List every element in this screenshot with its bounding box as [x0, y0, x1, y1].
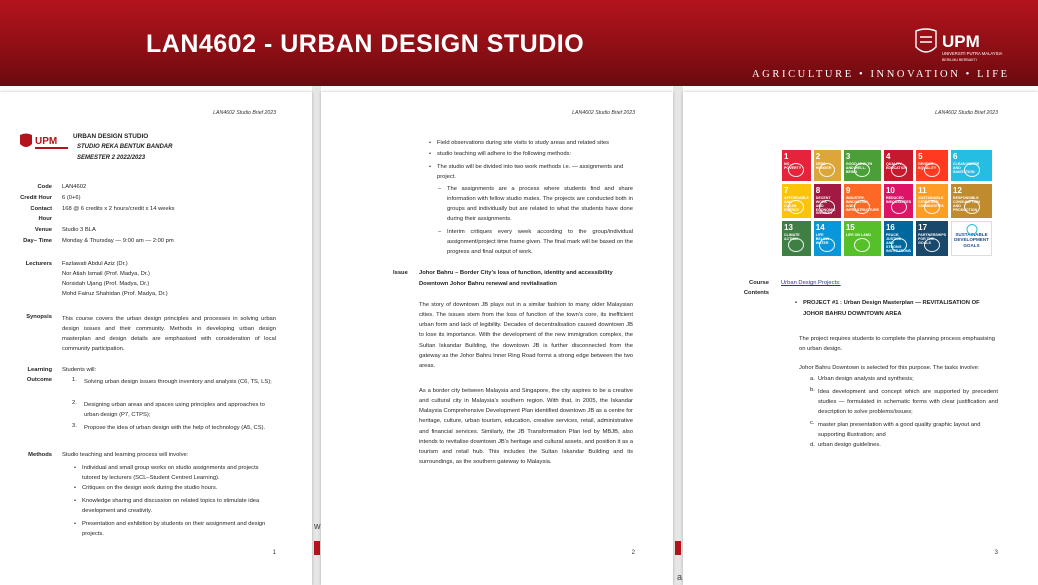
lecturer: Nor Atiah Ismail (Prof. Madya, Dr.) — [62, 271, 150, 277]
project-title-cont: JOHOR BAHRU DOWNTOWN AREA — [803, 311, 902, 317]
sdg-label: INDUSTRY, INNOVATION AND INFRASTRUCTURE — [845, 195, 879, 212]
course-contents-link[interactable]: Urban Design Projects: — [781, 280, 841, 286]
university-tagline: AGRICULTURE • INNOVATION • LIFE — [752, 69, 1010, 80]
task-letter: d. — [810, 442, 815, 448]
sdg-number: 9 — [845, 185, 851, 195]
stray-glyph: w — [314, 521, 321, 531]
sdg-tile — [884, 221, 913, 256]
methods-item: • Critiques on the design work during the studio hours. — [82, 485, 276, 493]
issue-paragraph: The story of downtown JB plays out in a similar fashion to many older Malaysian cities. The issues stem from the loss of function of the town’s core, its inefficient urban form and lack of legibility. Decades of decentralisation caused downtown JB to lose its importance. With the development of the new immigration complex, the Sultan Iskandar Building, the downtown JB is further disconnected from the gateway as the Johor Bahru Inner Ring Road forms a strong edge between the two areas. — [419, 302, 633, 369]
sdg-tile — [951, 150, 992, 181]
sdg-label: DECENT WORK AND ECONOMIC GROWTH — [815, 195, 836, 216]
sdg-label: SUSTAINABLE CITIES AND COMMUNITIES — [918, 195, 944, 208]
page-header: LAN4602 Studio Brief 2023 — [935, 110, 998, 116]
list-number: 1. — [72, 377, 77, 383]
learning-outcome: Propose the idea of urban design with the help of technology (A5, CS). — [84, 425, 266, 431]
sdg-number: 2 — [815, 152, 821, 161]
info-value: Studio 3 BLA — [62, 227, 96, 233]
lecturer: Norsidah Ujang (Prof. Madya, Dr.) — [62, 281, 150, 287]
lecturers-label: Lecturers — [25, 261, 52, 267]
sdg-goal-icon — [924, 163, 940, 177]
info-value: 168 @ 6 credits x 2 hours/credit x 14 weeks — [62, 206, 175, 212]
course-subtitle: STUDIO REKA BENTUK BANDAR — [77, 144, 173, 150]
sdg-tile — [884, 184, 913, 219]
methods-label: Methods — [28, 452, 52, 458]
outcome-label: Outcome — [26, 377, 52, 383]
tasks-intro: Johor Bahru Downtown is selected for this purpose. The tasks involve: — [799, 365, 980, 371]
task-letter: b. — [810, 387, 815, 393]
sdg-number: 5 — [918, 152, 923, 161]
sdg-goal-icon — [788, 238, 804, 252]
page-tab-marker — [675, 541, 681, 555]
svg-text:UPM: UPM — [942, 32, 980, 51]
sdg-goal-icon — [924, 200, 940, 214]
page-number: 2 — [631, 549, 635, 556]
task-letter: a. — [810, 376, 815, 382]
sdg-label: PEACE, JUSTICE AND STRONG INSTITUTIONS — [885, 233, 911, 254]
task-letter: c. — [810, 420, 815, 426]
document-page-2 — [321, 92, 673, 585]
learning-outcome: Solving urban design issues through inventory and analysis (C6, TS, LS); — [84, 379, 272, 385]
sdg-wheel-icon — [966, 224, 977, 235]
page-number: 3 — [994, 549, 998, 556]
contents-label: Contents — [743, 290, 769, 296]
info-label: Contact — [30, 206, 52, 212]
sdg-tile — [916, 150, 948, 181]
svg-text:UNIVERSITI PUTRA MALAYSIA: UNIVERSITI PUTRA MALAYSIA — [942, 51, 1003, 56]
sdg-goal-icon — [788, 200, 804, 214]
sdg-label: GENDER EQUALITY — [918, 161, 937, 170]
sdg-number: 17 — [918, 223, 928, 233]
upm-logo — [912, 25, 1014, 65]
sdg-tile — [844, 184, 881, 219]
info-label: Hour — [38, 216, 52, 222]
sdg-tile — [814, 150, 841, 181]
list-number: 3. — [72, 423, 77, 429]
method-bullet: • The studio will be divided into two work methods i.e. — assignments and project. — [437, 162, 633, 182]
methods-item: • Individual and small group works on studio assignments and projects tutored by lecturers (SCL–Student Centred Learning). — [82, 463, 276, 483]
synopsis-label: Synopsis — [26, 314, 52, 320]
page-gutter — [312, 86, 321, 585]
page-tab-marker — [314, 541, 320, 555]
page-number: 1 — [272, 549, 276, 556]
sdg-goal-icon — [788, 163, 804, 177]
sdg-number: 14 — [815, 223, 825, 233]
sdg-label: RESPONSIBLE CONSUMPTION AND PRODUCTION — [953, 195, 980, 212]
task-item: urban design guidelines. — [818, 442, 881, 448]
issue-title: Johor Bahru – Border City’s loss of function, identity and accessibility — [419, 270, 613, 276]
task-item: Idea development and concept which are supported by precedent studies — formulated in schematic forms with clear justification and description to solve problems/issues; — [818, 389, 998, 416]
sdg-label: AFFORDABLE AND CLEAN ENERGY — [784, 195, 809, 212]
sdg-label: SUSTAINABLE DEVELOPMENT GOALS — [954, 232, 989, 248]
list-number: 2. — [72, 400, 77, 406]
issue-paragraph: As a border city between Malaysia and Singapore, the city aspires to be a creative and cultural city in Malaysia’s southern region. With that, in 2005, the Iskandar Malaysia Comprehensive Development Plan identified downtown JB as a centre for heritage, culture, urban tourism, education, creative services, retail, administrative and financial services. Similarly, the JB Transformation Plan led by MBJB, also intends to revitalise downtown JB’s heritage and cultural assets, and position it as a tourism and retail hub. This includes the Sultan Iskandar Building and its surroundings, as the southern gateway to Malaysia. — [419, 388, 633, 465]
sdg-number: 11 — [918, 185, 927, 195]
learning-outcome: Designing urban areas and spaces using principles and approaches to urban design (P7, CTPS); — [84, 402, 265, 419]
methods-item: • Knowledge sharing and discussion on related topics to stimulate idea development and creativity. — [82, 496, 276, 516]
method-sub-item: – The assignments are a process where students find and share information with fellow studio mates. The projects are conducted both in groups and individually but are related to what the students have done during their assignments. — [447, 184, 633, 225]
sdg-label: LIFE ON LAND — [845, 233, 871, 238]
learning-label: Learning — [27, 367, 52, 373]
sdg-label: ZERO HUNGER — [815, 161, 832, 170]
sdg-goal-icon — [819, 200, 835, 214]
sdg-tile — [844, 150, 881, 181]
sdg-tile — [916, 184, 948, 219]
sdg-number: 16 — [885, 223, 895, 233]
course-title: URBAN DESIGN STUDIO — [73, 133, 149, 140]
sdg-number: 12 — [953, 185, 962, 195]
sdg-goal-icon — [964, 163, 980, 177]
sdg-number: 6 — [953, 152, 958, 161]
document-page-3 — [683, 92, 1038, 585]
sdg-goal-icon — [924, 238, 940, 252]
issue-subtitle: Downtown Johor Bahru renewal and revitalisation — [419, 281, 557, 287]
stray-glyph: a — [677, 572, 683, 582]
sdg-tile — [782, 150, 811, 181]
sdg-number: 13 — [784, 223, 793, 233]
sdg-number: 3 — [845, 152, 851, 161]
sdg-tile — [782, 221, 811, 256]
sdg-goal-icon — [891, 238, 907, 252]
project-title: • PROJECT #1 : Urban Design Masterplan — REVITALISATION OF — [803, 300, 997, 308]
lecturer: Fazlawati Abdul Aziz (Dr.) — [62, 261, 128, 267]
sdg-number: 4 — [885, 152, 891, 161]
sdg-number: 8 — [815, 185, 821, 195]
info-value: LAN4602 — [62, 184, 87, 190]
methods-intro: Studio teaching and learning process will involve: — [62, 452, 189, 458]
sdg-label: PARTNERSHIPS FOR THE GOALS — [918, 233, 947, 246]
svg-text:UPM: UPM — [35, 136, 58, 147]
sdg-goal-icon — [891, 163, 907, 177]
page-header: LAN4602 Studio Brief 2023 — [572, 110, 635, 116]
sdg-goal-icon — [854, 238, 870, 252]
upm-logo — [18, 132, 70, 154]
document-page-1 — [0, 92, 312, 585]
sdg-label: LIFE BELOW WATER — [815, 233, 830, 246]
page-gutter — [673, 86, 683, 585]
sdg-tile — [884, 150, 913, 181]
sdg-goals-grid — [782, 150, 992, 256]
info-label: Venue — [34, 227, 52, 233]
synopsis-text: This course covers the urban design principles and processes in solving urban design issues and their community. Methods in developing urban design masterplan and design details are emphasised with consideration of local community participation. — [62, 316, 276, 353]
sdg-label: NO POVERTY — [784, 161, 802, 170]
sdg-tile — [814, 184, 841, 219]
sdg-goal-icon — [854, 200, 870, 214]
sdg-goal-icon — [819, 238, 835, 252]
info-value: Monday & Thursday — 9:00 am — 2:00 pm — [62, 238, 174, 244]
sdg-label: CLEAN WATER AND SANITATION — [953, 161, 980, 174]
sdg-goal-icon — [854, 163, 870, 177]
course-label: Course — [749, 280, 769, 286]
method-sub-item: – Interim critiques every week according to the group/individual assignment/project time frame given. The final mark will be based on the progress and final output of work. — [447, 227, 633, 257]
info-label: Code — [37, 184, 52, 190]
sdg-tile — [844, 221, 881, 256]
method-bullet: • Field observations during site visits to study areas and related sites — [437, 140, 633, 148]
slide-title: LAN4602 - URBAN DESIGN STUDIO — [146, 30, 585, 58]
sdg-label: QUALITY EDUCATION — [885, 161, 908, 170]
sdg-number: 10 — [885, 185, 895, 195]
sdg-label: CLIMATE ACTION — [784, 233, 800, 242]
title-banner — [0, 0, 1038, 86]
issue-label: Issue — [393, 270, 408, 276]
task-item: Urban design analysis and synthesis; — [818, 376, 914, 382]
sdg-goal-icon — [891, 200, 907, 214]
sdg-number: 7 — [784, 185, 789, 195]
project-description: The project requires students to complete the planning process emphasising on urban design. — [799, 336, 995, 353]
sdg-tile — [782, 184, 811, 219]
info-label: Day– Time — [23, 238, 52, 244]
method-bullet: • studio teaching will adhere to the following methods: — [437, 151, 633, 159]
sdg-tile — [951, 221, 992, 256]
sdg-tile — [951, 184, 992, 219]
sdg-goal-icon — [819, 163, 835, 177]
sdg-label: REDUCED INEQUALITIES — [885, 195, 912, 204]
sdg-label: GOOD HEALTH AND WELL-BEING — [845, 161, 873, 174]
learning-intro: Students will: — [62, 367, 97, 373]
sdg-number: 15 — [845, 223, 855, 233]
sdg-tile — [916, 221, 948, 256]
sdg-goal-icon — [964, 200, 980, 214]
sdg-number: 1 — [784, 152, 789, 161]
semester: SEMESTER 2 2022/2023 — [77, 155, 146, 161]
lecturer: Mohd Fairuz Shahidan (Prof. Madya, Dr.) — [62, 291, 168, 297]
svg-text:BERILMU BERBAKTI: BERILMU BERBAKTI — [942, 58, 977, 62]
info-value: 6 (0+6) — [62, 195, 81, 201]
task-item: master plan presentation with a good quality graphic layout and supporting illustration; and — [818, 422, 981, 439]
methods-item: • Presentation and exhibition by students on their assignment and design projects. — [82, 519, 276, 539]
info-label: Credit Hour — [20, 195, 52, 201]
page-header: LAN4602 Studio Brief 2023 — [213, 110, 276, 116]
sdg-tile — [814, 221, 841, 256]
